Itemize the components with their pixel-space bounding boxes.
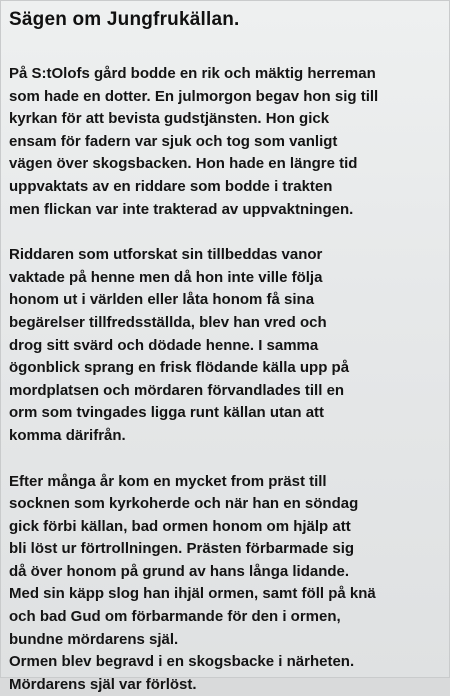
text-line: orm som tvingades ligga runt källan utan att: [9, 402, 447, 425]
text-line: men flickan var inte trakterad av uppvaktningen.: [9, 199, 447, 222]
page-title: Sägen om Jungfrukällan.: [9, 9, 240, 31]
paragraph: [9, 471, 447, 696]
paragraph: [9, 63, 447, 221]
story-text: [9, 63, 447, 696]
text-line: socknen som kyrkoherde och när han en söndag: [9, 493, 447, 516]
text-line: ögonblick sprang en frisk flödande källa upp på: [9, 357, 447, 380]
text-line: Mördarens själ var förlöst.: [9, 674, 447, 696]
text-line: ensam för fadern var sjuk och tog som vanligt: [9, 131, 447, 154]
paragraph: [9, 244, 447, 447]
text-line: honom ut i världen eller låta honom få sina: [9, 289, 447, 312]
text-line: och bad Gud om förbarmande för den i ormen,: [9, 606, 447, 629]
text-line: kyrkan för att bevista gudstjänsten. Hon gick: [9, 108, 447, 131]
text-line: bli löst ur förtrollningen. Prästen förbarmade sig: [9, 538, 447, 561]
text-line: då över honom på grund av hans långa lidande.: [9, 561, 447, 584]
text-line: drog sitt svärd och dödade henne. I samma: [9, 335, 447, 358]
paragraph-gap: [9, 448, 447, 471]
text-line: bundne mördarens själ.: [9, 629, 447, 652]
text-line: komma därifrån.: [9, 425, 447, 448]
text-line: gick förbi källan, bad ormen honom om hjälp att: [9, 516, 447, 539]
text-line: Ormen blev begravd i en skogsbacke i närheten.: [9, 651, 447, 674]
text-line: begärelser tillfredsställda, blev han vred och: [9, 312, 447, 335]
text-line: Efter många år kom en mycket from präst till: [9, 471, 447, 494]
text-line: På S:tOlofs gård bodde en rik och mäktig herreman: [9, 63, 447, 86]
paragraph-gap: [9, 221, 447, 244]
text-line: Med sin käpp slog han ihjäl ormen, samt föll på knä: [9, 583, 447, 606]
text-line: vägen över skogsbacken. Hon hade en längre tid: [9, 153, 447, 176]
text-line: som hade en dotter. En julmorgon begav hon sig till: [9, 86, 447, 109]
text-line: vaktade på henne men då hon inte ville följa: [9, 267, 447, 290]
text-line: mordplatsen och mördaren förvandlades till en: [9, 380, 447, 403]
text-line: Riddaren som utforskat sin tillbeddas vanor: [9, 244, 447, 267]
text-line: uppvaktats av en riddare som bodde i trakten: [9, 176, 447, 199]
